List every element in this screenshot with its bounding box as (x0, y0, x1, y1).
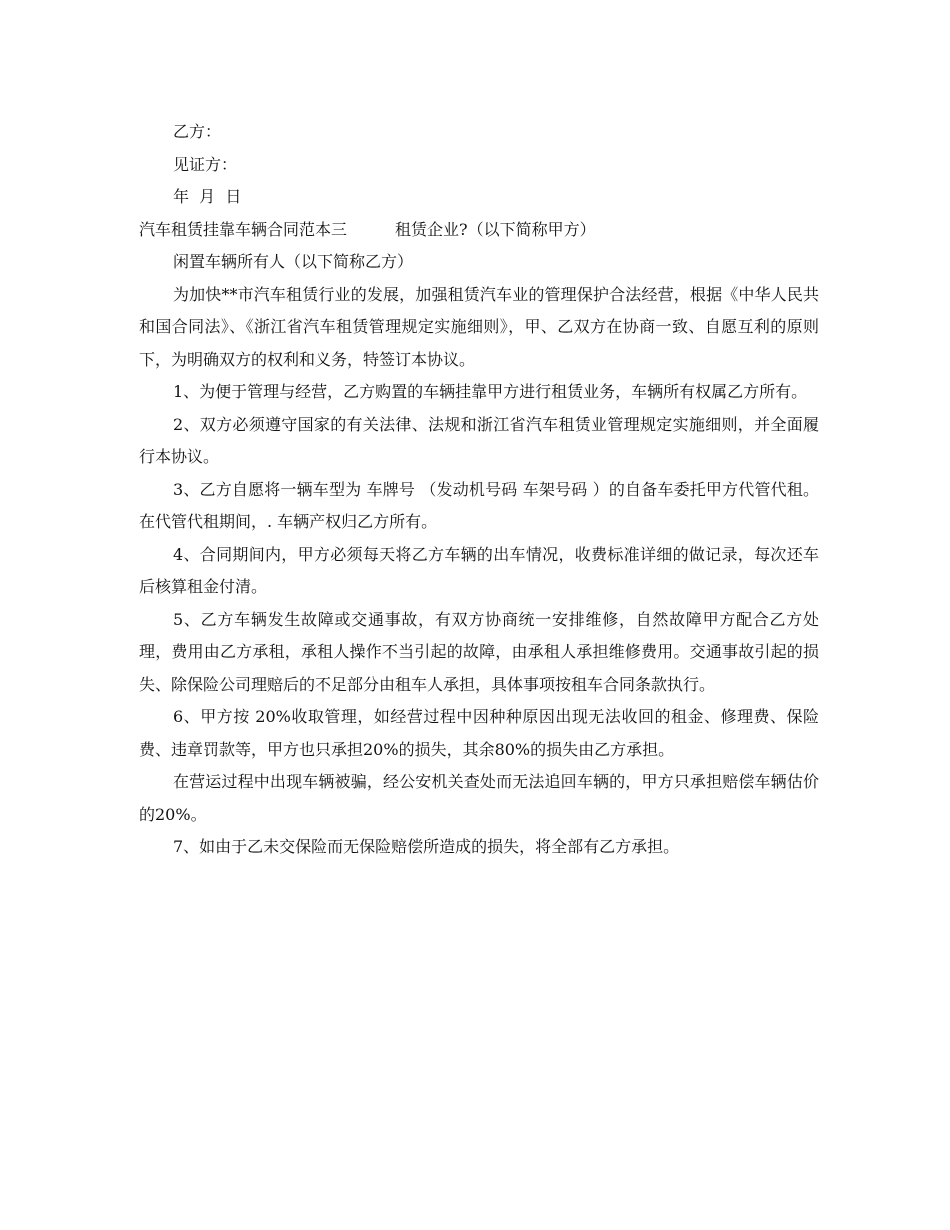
clause-5-paragraph: 5、乙方车辆发生故障或交通事故，有双方协商统一安排维修，自然故障甲方配合乙方处理，费用由乙方承租，承租人操作不当引起的故障，由承租人承担维修费用。交通事故引起的损失、除保险公司理赔后的不足部分由租车人承担，具体事项按租车合同条款执行。 (139, 609, 819, 694)
clause-6-extra-paragraph: 在营运过程中出现车辆被骗，经公安机关查处而无法追回车辆的，甲方只承担赔偿车辆估价的20%。 (139, 772, 819, 824)
document-body (139, 116, 819, 864)
witness-signature-line: 见证方： (173, 154, 238, 174)
party-a-intro: 租赁企业?（以下简称甲方） (395, 219, 596, 239)
date-line: 年 月 日 (173, 187, 242, 206)
clause-4-paragraph: 4、合同期间内，甲方必须每天将乙方车辆的出车情况，收费标准详细的做记录，每次还车后核算租金付清。 (139, 544, 819, 596)
party-b-signature-line: 乙方： (173, 122, 222, 141)
contract-title: 汽车租赁挂靠车辆合同范本三 (139, 219, 348, 239)
clause-6-paragraph: 6、甲方按 20%收取管理，如经营过程中因种种原因出现无法收回的租金、修理费、保险费、违章罚款等，甲方也只承担20%的损失，其余80%的损失由乙方承担。 (139, 707, 819, 759)
preamble-paragraph: 为加快**市汽车租赁行业的发展，加强租赁汽车业的管理保护合法经营，根据《中华人民共和国合同法》、《浙江省汽车租赁管理规定实施细则》，甲、乙双方在协商一致、自愿互利的原则下，为明确双方的权利和义务，特签订本协议。 (139, 284, 819, 369)
clause-1-paragraph: 1、为便于管理与经营，乙方购置的车辆挂靠甲方进行租赁业务，车辆所有权属乙方所有。 (173, 382, 808, 401)
clause-7-paragraph: 7、如由于乙未交保险而无保险赔偿所造成的损失，将全部有乙方承担。 (173, 837, 680, 856)
party-b-intro: 闲置车辆所有人（以下简称乙方） (173, 252, 414, 271)
clause-3-paragraph: 3、乙方自愿将一辆车型为 车牌号 （发动机号码 车架号码 ）的自备车委托甲方代管代租。在代管代租期间，. 车辆产权归乙方所有。 (139, 479, 819, 531)
clause-2-paragraph: 2、双方必须遵守国家的有关法律、法规和浙江省汽车租赁业管理规定实施细则，并全面履行本协议。 (139, 414, 819, 466)
title-line (139, 214, 819, 247)
